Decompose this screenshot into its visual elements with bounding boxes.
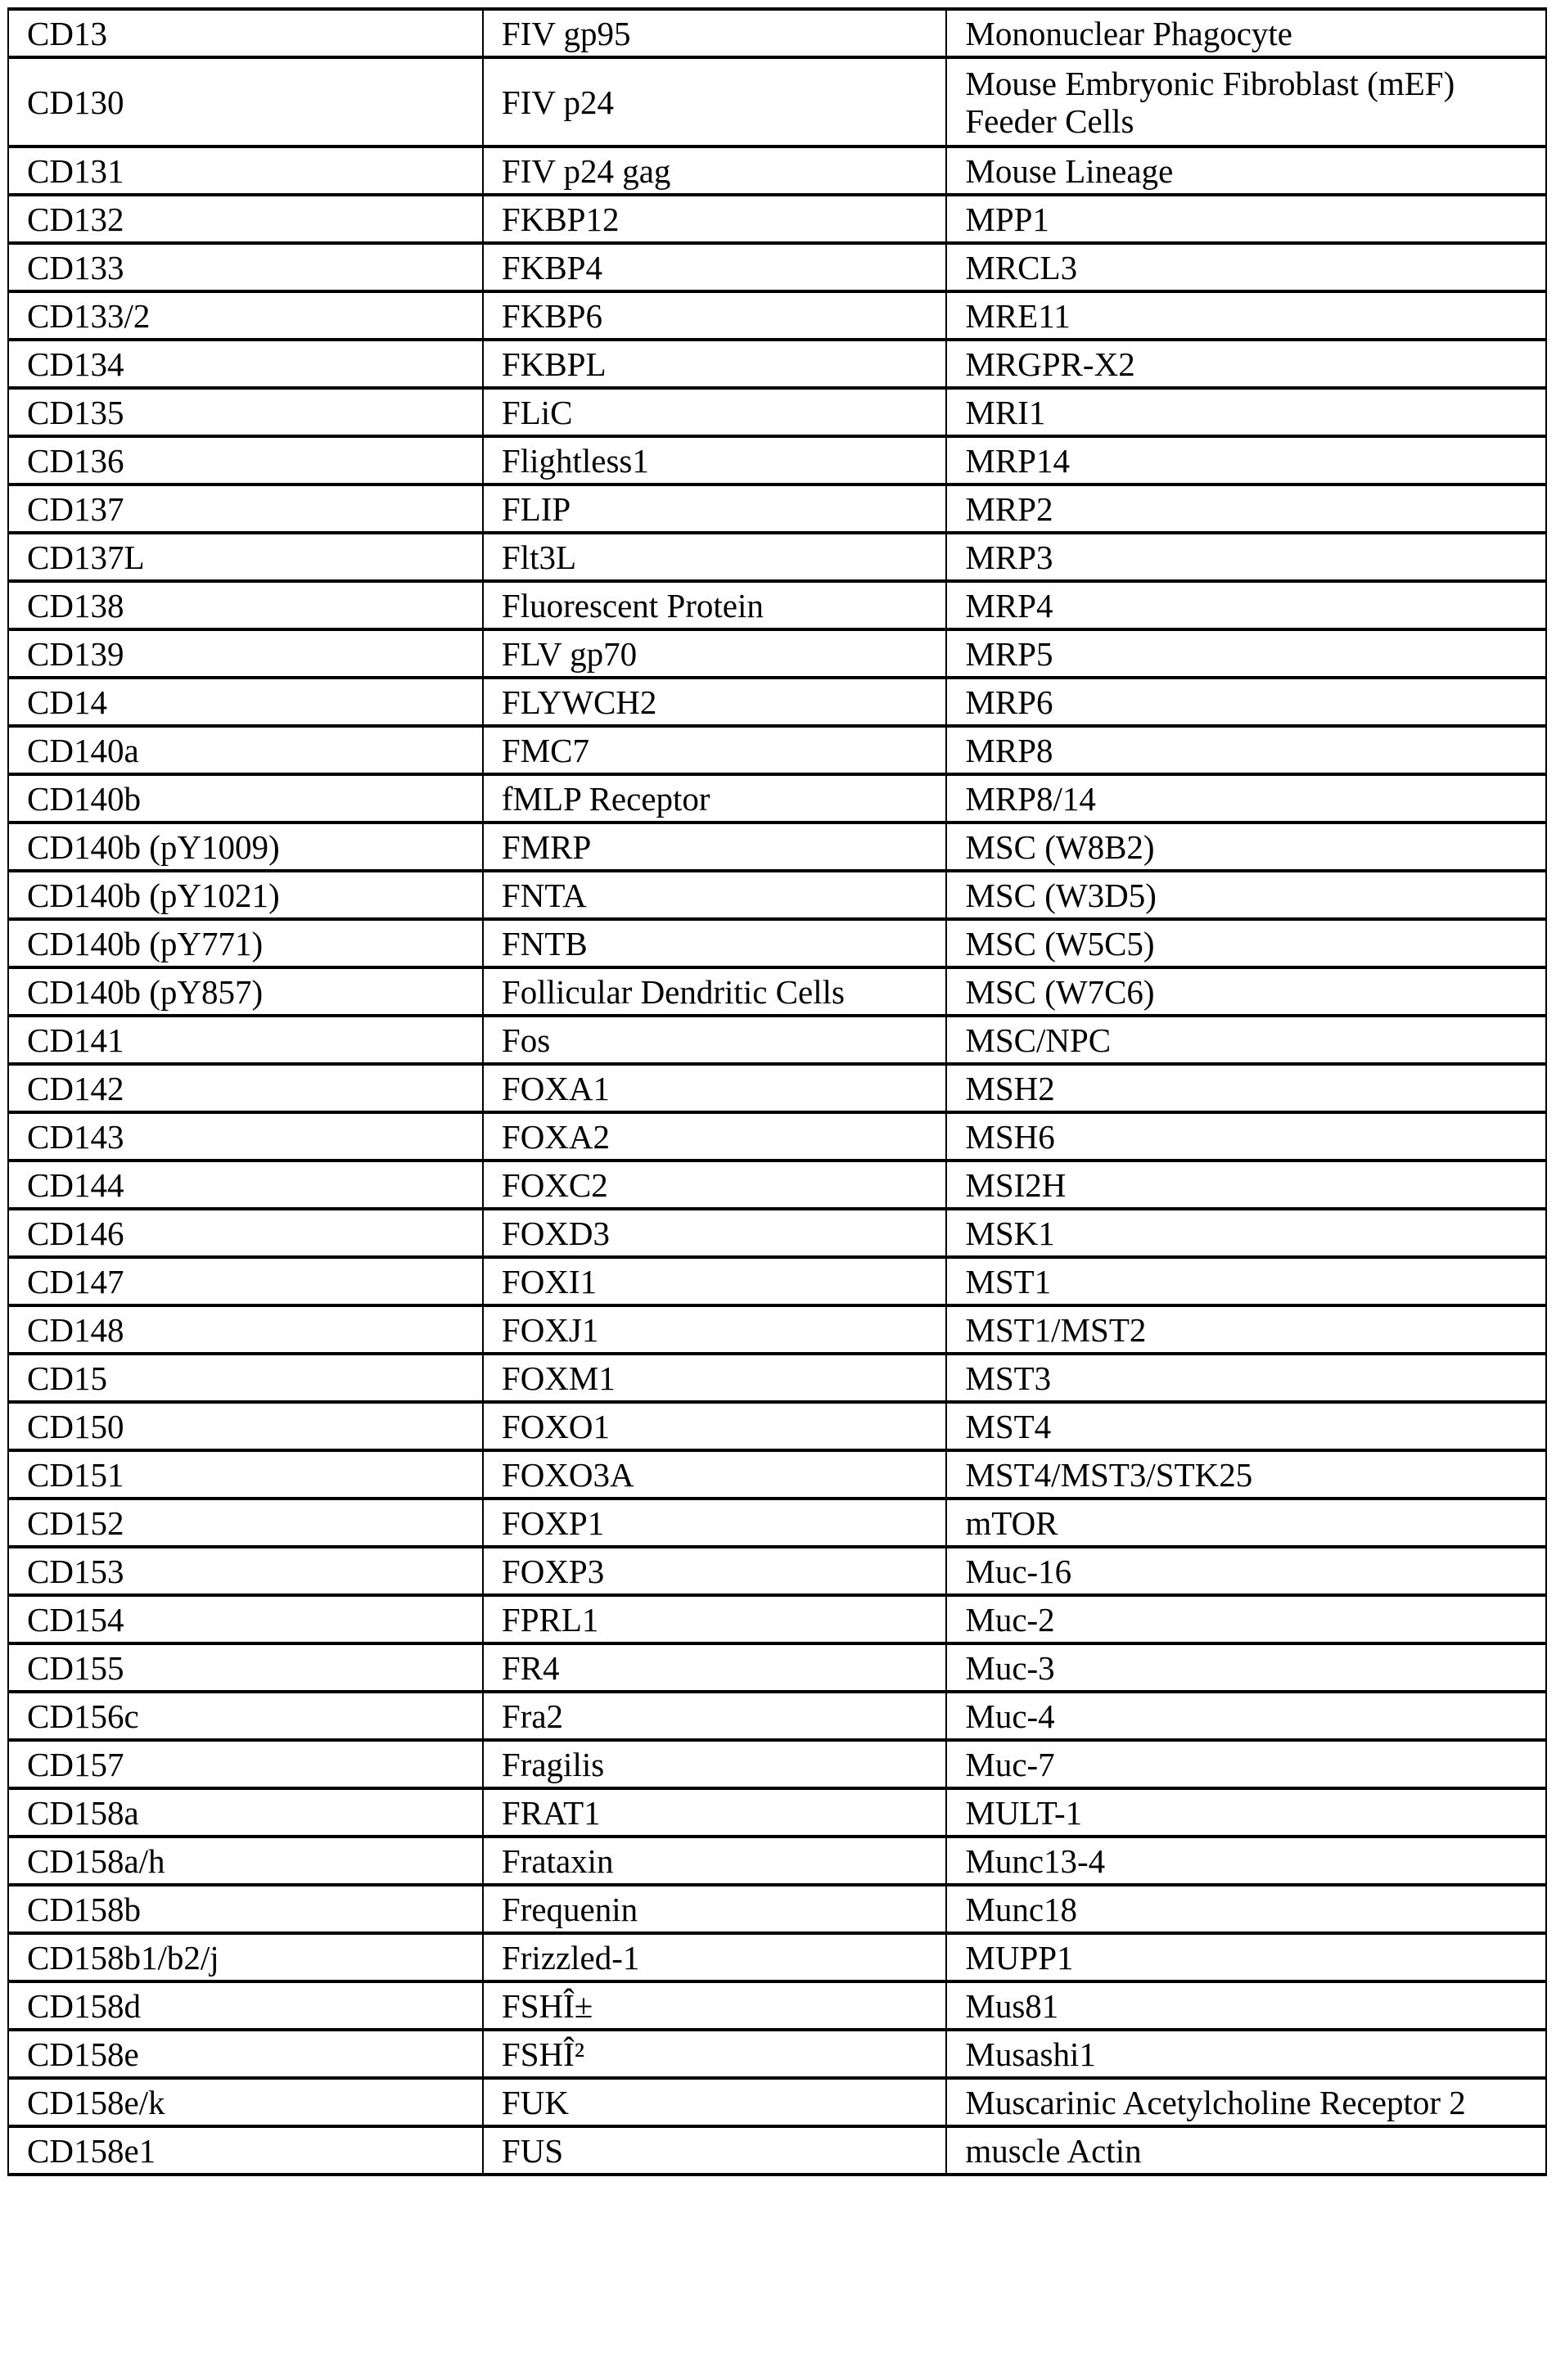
table-row <box>8 340 1546 388</box>
table-cell: Frataxin <box>483 1837 946 1885</box>
table-row <box>8 533 1546 581</box>
table-cell: CD155 <box>8 1643 483 1692</box>
table-row <box>8 1112 1546 1161</box>
table-cell: FOXC2 <box>483 1161 946 1209</box>
table-cell: Fragilis <box>483 1740 946 1788</box>
table-cell: CD132 <box>8 195 483 243</box>
table-cell: CD150 <box>8 1402 483 1450</box>
table-cell: mTOR <box>946 1499 1546 1547</box>
table-cell: CD15 <box>8 1354 483 1402</box>
table-cell: CD14 <box>8 678 483 726</box>
table-cell: MST3 <box>946 1354 1546 1402</box>
table-row <box>8 919 1546 967</box>
table-row <box>8 1692 1546 1740</box>
table-cell: FR4 <box>483 1643 946 1692</box>
table-cell: Muscarinic Acetylcholine Receptor 2 <box>946 2078 1546 2126</box>
table-row <box>8 1064 1546 1112</box>
table-row <box>8 1016 1546 1064</box>
table-cell: Muc-4 <box>946 1692 1546 1740</box>
table-cell: MRCL3 <box>946 243 1546 291</box>
table-cell: MSC (W8B2) <box>946 823 1546 871</box>
table-row <box>8 1837 1546 1885</box>
table-cell: MST1 <box>946 1257 1546 1305</box>
table-cell: Flt3L <box>483 533 946 581</box>
table-cell: CD158b <box>8 1885 483 1933</box>
table-cell: FOXM1 <box>483 1354 946 1402</box>
table-cell: FIV p24 gag <box>483 146 946 195</box>
table-cell: Fos <box>483 1016 946 1064</box>
table-cell: MRP14 <box>946 436 1546 485</box>
table-cell: FMRP <box>483 823 946 871</box>
table-cell: FIV p24 <box>483 57 946 146</box>
table-cell: CD147 <box>8 1257 483 1305</box>
table-row <box>8 1450 1546 1499</box>
table-row <box>8 1547 1546 1595</box>
table-cell: Mouse Lineage <box>946 146 1546 195</box>
table-cell: FKBP12 <box>483 195 946 243</box>
table-cell: MSC/NPC <box>946 1016 1546 1064</box>
table-row <box>8 1788 1546 1837</box>
table-cell: MRP5 <box>946 629 1546 678</box>
table-cell: FSHÎ² <box>483 2030 946 2078</box>
table-cell: Muc-3 <box>946 1643 1546 1692</box>
table-cell: CD135 <box>8 388 483 436</box>
table-cell: muscle Actin <box>946 2126 1546 2175</box>
table-row <box>8 1257 1546 1305</box>
table-cell: FUK <box>483 2078 946 2126</box>
table-cell: CD140b (pY857) <box>8 967 483 1016</box>
table-cell: CD158a <box>8 1788 483 1837</box>
table-row <box>8 436 1546 485</box>
table-cell: MSH6 <box>946 1112 1546 1161</box>
table-cell: CD140b (pY771) <box>8 919 483 967</box>
table-cell: CD151 <box>8 1450 483 1499</box>
table-cell: Munc18 <box>946 1885 1546 1933</box>
table-cell: Muc-7 <box>946 1740 1546 1788</box>
table-cell: CD152 <box>8 1499 483 1547</box>
table-cell: FNTB <box>483 919 946 967</box>
table-cell: FMC7 <box>483 726 946 774</box>
table-cell: MRGPR-X2 <box>946 340 1546 388</box>
table-cell: FKBPL <box>483 340 946 388</box>
table-cell: FUS <box>483 2126 946 2175</box>
table-row <box>8 1499 1546 1547</box>
table-row <box>8 1643 1546 1692</box>
table-row <box>8 146 1546 195</box>
table-cell: CD142 <box>8 1064 483 1112</box>
table-cell: MSC (W5C5) <box>946 919 1546 967</box>
table-cell: CD137L <box>8 533 483 581</box>
table-row <box>8 774 1546 823</box>
table-row <box>8 1933 1546 1981</box>
table-row <box>8 1402 1546 1450</box>
table-cell: CD157 <box>8 1740 483 1788</box>
table-cell: CD158a/h <box>8 1837 483 1885</box>
table-cell: FOXD3 <box>483 1209 946 1257</box>
table-cell: Muc-16 <box>946 1547 1546 1595</box>
table-cell: CD13 <box>8 9 483 57</box>
table-cell: FOXA2 <box>483 1112 946 1161</box>
table-cell: CD154 <box>8 1595 483 1643</box>
table-cell: FIV gp95 <box>483 9 946 57</box>
table-cell: CD148 <box>8 1305 483 1354</box>
table-body <box>8 9 1546 2175</box>
table-cell: FOXO1 <box>483 1402 946 1450</box>
table-cell: MST1/MST2 <box>946 1305 1546 1354</box>
table-row <box>8 1354 1546 1402</box>
table-cell: MRP3 <box>946 533 1546 581</box>
table-cell: Muc-2 <box>946 1595 1546 1643</box>
table-row <box>8 57 1546 146</box>
table-cell: MST4 <box>946 1402 1546 1450</box>
table-cell: MRE11 <box>946 291 1546 340</box>
table-cell: MSI2H <box>946 1161 1546 1209</box>
table-row <box>8 629 1546 678</box>
table-cell: CD140b (pY1021) <box>8 871 483 919</box>
table-cell: CD140b <box>8 774 483 823</box>
table-cell: CD133 <box>8 243 483 291</box>
table-row <box>8 291 1546 340</box>
table-row <box>8 581 1546 629</box>
table-cell: MRP6 <box>946 678 1546 726</box>
table-cell: Frizzled-1 <box>483 1933 946 1981</box>
table-cell: CD140b (pY1009) <box>8 823 483 871</box>
table-cell: CD158e/k <box>8 2078 483 2126</box>
table-cell: MULT-1 <box>946 1788 1546 1837</box>
table-cell: MRP8/14 <box>946 774 1546 823</box>
table-row <box>8 243 1546 291</box>
table-cell: Fluorescent Protein <box>483 581 946 629</box>
table-row <box>8 2030 1546 2078</box>
table-row <box>8 678 1546 726</box>
table-row <box>8 1209 1546 1257</box>
table-cell: FLYWCH2 <box>483 678 946 726</box>
table-cell: MRI1 <box>946 388 1546 436</box>
table-cell: MSC (W7C6) <box>946 967 1546 1016</box>
table-cell: fMLP Receptor <box>483 774 946 823</box>
table-cell: FKBP6 <box>483 291 946 340</box>
table-cell: CD131 <box>8 146 483 195</box>
table-cell: CD130 <box>8 57 483 146</box>
table-row <box>8 485 1546 533</box>
table-cell: FOXJ1 <box>483 1305 946 1354</box>
table-cell: CD158e <box>8 2030 483 2078</box>
table-cell: Munc13-4 <box>946 1837 1546 1885</box>
table-row <box>8 388 1546 436</box>
table-cell: FPRL1 <box>483 1595 946 1643</box>
table-cell: CD146 <box>8 1209 483 1257</box>
table-row <box>8 1595 1546 1643</box>
table-cell: CD158d <box>8 1981 483 2030</box>
table-cell: MSC (W3D5) <box>946 871 1546 919</box>
table-cell: MRP8 <box>946 726 1546 774</box>
table-row <box>8 1981 1546 2030</box>
table-cell: CD144 <box>8 1161 483 1209</box>
table-cell: MST4/MST3/STK25 <box>946 1450 1546 1499</box>
table-cell: Follicular Dendritic Cells <box>483 967 946 1016</box>
table-cell: CD138 <box>8 581 483 629</box>
table-row <box>8 2126 1546 2175</box>
table-cell: CD143 <box>8 1112 483 1161</box>
table-row <box>8 1305 1546 1354</box>
antigen-table <box>7 7 1547 2176</box>
table-cell: CD158e1 <box>8 2126 483 2175</box>
table-row <box>8 1885 1546 1933</box>
table-cell: CD156c <box>8 1692 483 1740</box>
table-cell: FOXO3A <box>483 1450 946 1499</box>
table-cell: CD140a <box>8 726 483 774</box>
table-row <box>8 195 1546 243</box>
table-cell: MRP2 <box>946 485 1546 533</box>
table-cell: CD136 <box>8 436 483 485</box>
table-cell: CD137 <box>8 485 483 533</box>
table-row <box>8 1740 1546 1788</box>
table-cell: FOXA1 <box>483 1064 946 1112</box>
table-cell: CD141 <box>8 1016 483 1064</box>
table-cell: CD134 <box>8 340 483 388</box>
table-row <box>8 967 1546 1016</box>
table-row <box>8 823 1546 871</box>
table-cell: Mus81 <box>946 1981 1546 2030</box>
table-cell: FOXP1 <box>483 1499 946 1547</box>
table-cell: FOXI1 <box>483 1257 946 1305</box>
table-row <box>8 871 1546 919</box>
table-cell: Musashi1 <box>946 2030 1546 2078</box>
table-row <box>8 9 1546 57</box>
table-cell: MRP4 <box>946 581 1546 629</box>
table-cell: Fra2 <box>483 1692 946 1740</box>
table-cell: MSH2 <box>946 1064 1546 1112</box>
table-cell: Flightless1 <box>483 436 946 485</box>
table-cell: FRAT1 <box>483 1788 946 1837</box>
table-row <box>8 726 1546 774</box>
table-row <box>8 1161 1546 1209</box>
table-cell: MUPP1 <box>946 1933 1546 1981</box>
table-cell: Mononuclear Phagocyte <box>946 9 1546 57</box>
table-cell: Frequenin <box>483 1885 946 1933</box>
table-cell: FSHÎ± <box>483 1981 946 2030</box>
table-row <box>8 2078 1546 2126</box>
table-cell: FKBP4 <box>483 243 946 291</box>
table-cell: FLIP <box>483 485 946 533</box>
table-cell: CD139 <box>8 629 483 678</box>
table-cell: Mouse Embryonic Fibroblast (mEF) Feeder Cells <box>946 57 1546 146</box>
table-cell: FNTA <box>483 871 946 919</box>
table-cell: CD158b1/b2/j <box>8 1933 483 1981</box>
table-cell: FLiC <box>483 388 946 436</box>
table-cell: FLV gp70 <box>483 629 946 678</box>
table-cell: CD153 <box>8 1547 483 1595</box>
table-cell: CD133/2 <box>8 291 483 340</box>
table-cell: MPP1 <box>946 195 1546 243</box>
table-cell: MSK1 <box>946 1209 1546 1257</box>
table-cell: FOXP3 <box>483 1547 946 1595</box>
